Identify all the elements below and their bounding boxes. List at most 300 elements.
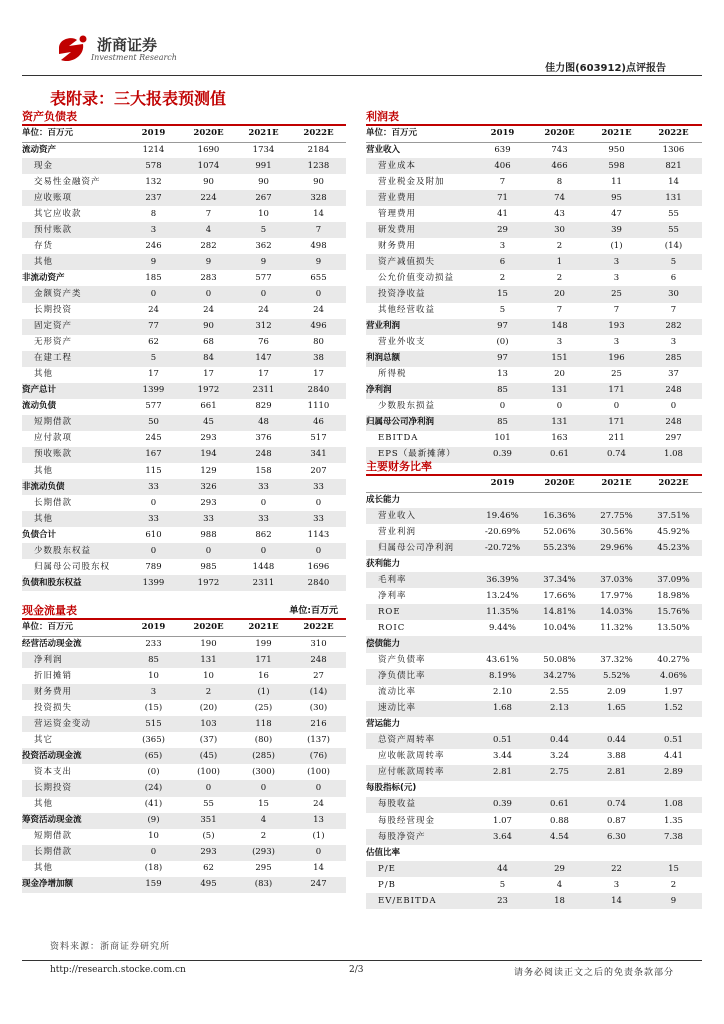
value-cell: 20 — [554, 369, 565, 380]
value-cell: 246 — [145, 240, 162, 251]
row-label: 资产总计 — [22, 383, 126, 399]
value-cell: 2.09 — [607, 687, 626, 698]
value-cell: 24 — [313, 799, 324, 810]
table-row — [22, 764, 346, 780]
value-cell — [588, 556, 645, 572]
value-cell: 13.50% — [657, 622, 690, 633]
value-cell: 43.61% — [486, 655, 519, 666]
table-row — [366, 540, 702, 556]
value-cell: (9) — [126, 813, 181, 829]
row-label: 应收账项 — [22, 190, 126, 206]
value-cell: 0 — [291, 286, 346, 302]
value-cell: 4.54 — [531, 829, 588, 845]
company-logo — [55, 34, 177, 66]
table-row — [366, 604, 702, 620]
row-label: 流动负债 — [22, 401, 57, 412]
table-row — [366, 733, 702, 749]
value-cell: 1.68 — [474, 701, 531, 717]
value-cell: 7 — [291, 222, 346, 238]
row-label: 财务费用 — [22, 684, 126, 700]
value-cell: (20) — [199, 702, 218, 713]
table-row — [22, 158, 346, 174]
table-row — [366, 556, 702, 572]
value-cell: 2840 — [291, 383, 346, 399]
value-cell: 248 — [645, 383, 702, 399]
header-year-cell: 2022E — [645, 476, 702, 492]
value-cell: (0) — [496, 337, 509, 348]
header-year-cell: 2020E — [181, 620, 236, 636]
value-cell: 25 — [588, 286, 645, 302]
table-row — [366, 238, 702, 254]
table-row — [366, 588, 702, 604]
value-cell: 16.36% — [531, 508, 588, 524]
row-label: 营业税金及附加 — [378, 176, 445, 187]
value-cell: 45 — [181, 415, 236, 431]
row-label: 应收帐款周转率 — [378, 751, 445, 762]
value-cell: 216 — [291, 716, 346, 732]
value-cell: (14) — [291, 684, 346, 700]
value-cell: 163 — [551, 433, 568, 444]
table-row — [366, 829, 702, 845]
table-header-row — [22, 620, 346, 636]
value-cell: 829 — [255, 401, 272, 412]
value-cell: 77 — [126, 319, 181, 335]
header-year-cell: 2019 — [126, 620, 181, 636]
cash-flow-unit: 单位:百万元 — [289, 606, 338, 616]
header-year-cell: 2022E — [645, 126, 702, 142]
row-label: 研发费用 — [366, 222, 474, 238]
value-cell: 0.88 — [550, 815, 569, 826]
table-row — [22, 254, 346, 270]
page-title: 表附录：三大报表预测值 — [50, 89, 227, 108]
table-row — [366, 620, 702, 636]
value-cell: 97 — [474, 319, 531, 335]
value-cell: (83) — [236, 877, 291, 893]
value-cell: 3 — [556, 337, 563, 348]
value-cell: 190 — [200, 638, 217, 649]
table-row — [366, 270, 702, 286]
value-cell: 85 — [474, 383, 531, 399]
table-row — [22, 367, 346, 383]
header-year-cell: 2020E — [181, 126, 236, 142]
value-cell: 0.51 — [645, 733, 702, 749]
value-cell: 283 — [200, 272, 217, 283]
table-row — [366, 749, 702, 765]
value-cell: 2.81 — [474, 765, 531, 781]
value-cell: 0 — [236, 780, 291, 796]
value-cell: 33 — [126, 511, 181, 527]
value-cell: 1.65 — [588, 701, 645, 717]
value-cell: 0.39 — [474, 797, 531, 813]
value-cell: 62 — [148, 337, 159, 348]
value-cell: 6 — [474, 254, 531, 270]
value-cell: 406 — [474, 158, 531, 174]
value-cell: 37.34% — [531, 572, 588, 588]
table-row — [366, 781, 702, 797]
value-cell: 2.55 — [550, 687, 569, 698]
value-cell: 297 — [665, 433, 682, 444]
row-label: 每股收益 — [366, 797, 474, 813]
value-cell: 90 — [313, 176, 324, 187]
value-cell: 0.44 — [531, 733, 588, 749]
row-label: 流动比率 — [378, 687, 417, 698]
value-cell: 29 — [474, 222, 531, 238]
value-cell: 131 — [531, 415, 588, 431]
value-cell: 55 — [645, 222, 702, 238]
row-label: 营业外收支 — [378, 337, 426, 348]
value-cell: 48 — [236, 415, 291, 431]
value-cell: (5) — [202, 831, 215, 842]
value-cell: 71 — [474, 190, 531, 206]
table-row — [22, 684, 346, 700]
value-cell: 7 — [613, 305, 620, 316]
value-cell: 0.61 — [531, 797, 588, 813]
value-cell: 237 — [126, 190, 181, 206]
value-cell: 101 — [494, 433, 511, 444]
row-label: 非流动资产 — [22, 272, 65, 283]
row-label: EPS（最新摊薄） — [366, 447, 474, 463]
table-row — [22, 732, 346, 748]
value-cell: 3 — [613, 879, 620, 890]
row-label: 净负债比率 — [366, 669, 474, 685]
value-cell: 267 — [236, 190, 291, 206]
row-label: 现金净增加额 — [22, 877, 126, 893]
row-label: 资本支出 — [34, 766, 73, 777]
table-row — [366, 893, 702, 909]
value-cell: 29.96% — [588, 540, 645, 556]
value-cell: 46 — [291, 415, 346, 431]
table-row — [366, 572, 702, 588]
row-label: 净利润 — [22, 652, 126, 668]
table-row — [22, 559, 346, 575]
table-row — [22, 383, 346, 399]
value-cell: 17 — [148, 369, 159, 380]
value-cell: 0 — [236, 543, 291, 559]
value-cell: 37.51% — [645, 508, 702, 524]
value-cell: 498 — [310, 240, 327, 251]
value-cell: 2.13 — [531, 701, 588, 717]
footer-url[interactable]: http://research.stocke.com.cn — [50, 965, 186, 975]
value-cell: 2.89 — [645, 765, 702, 781]
value-cell — [645, 717, 702, 733]
value-cell: 196 — [588, 351, 645, 367]
row-label: 少数股东权益 — [22, 543, 126, 559]
value-cell: 3 — [499, 240, 506, 251]
value-cell: 0 — [499, 401, 506, 412]
value-cell: (285) — [236, 748, 291, 764]
value-cell: (300) — [252, 766, 275, 777]
value-cell: 1734 — [252, 144, 275, 155]
value-cell: (80) — [254, 734, 273, 745]
value-cell: 15 — [474, 286, 531, 302]
value-cell: 52.06% — [543, 526, 576, 537]
value-cell: 171 — [588, 383, 645, 399]
value-cell: 40.27% — [657, 655, 690, 666]
value-cell: 90 — [181, 319, 236, 335]
value-cell: 41 — [497, 208, 508, 219]
value-cell: 312 — [236, 319, 291, 335]
value-cell: (24) — [126, 780, 181, 796]
value-cell: (365) — [142, 734, 165, 745]
value-cell — [474, 781, 531, 797]
value-cell: 2311 — [236, 575, 291, 591]
header-divider — [22, 75, 702, 76]
value-cell: 2.10 — [493, 687, 512, 698]
value-cell: 0 — [181, 780, 236, 796]
header-year-cell: 2019 — [474, 476, 531, 492]
table-row — [22, 877, 346, 893]
value-cell: (137) — [307, 734, 330, 745]
value-cell: 30 — [531, 222, 588, 238]
value-cell: 3 — [588, 254, 645, 270]
value-cell: 76 — [258, 337, 269, 348]
value-cell: 8 — [556, 176, 563, 187]
value-cell: (100) — [197, 766, 220, 777]
value-cell: 95 — [588, 190, 645, 206]
value-cell — [588, 717, 645, 733]
value-cell: 0 — [181, 286, 236, 302]
value-cell: (30) — [309, 702, 328, 713]
row-label: 其它应收款 — [34, 208, 82, 219]
table-header-row — [22, 126, 346, 142]
value-cell: 293 — [181, 845, 236, 861]
value-cell: 68 — [203, 337, 214, 348]
value-cell: 351 — [181, 813, 236, 829]
value-cell: 129 — [200, 465, 217, 476]
table-row — [366, 351, 702, 367]
value-cell: 18 — [531, 893, 588, 909]
value-cell: 5 — [126, 351, 181, 367]
value-cell: 131 — [181, 652, 236, 668]
value-cell: 328 — [291, 190, 346, 206]
value-cell: 13 — [497, 369, 508, 380]
value-cell — [474, 556, 531, 572]
value-cell: 30 — [645, 286, 702, 302]
table-row — [366, 797, 702, 813]
value-cell — [474, 717, 531, 733]
logo-name: 浙商证券 — [97, 36, 158, 54]
value-cell — [588, 781, 645, 797]
value-cell: 341 — [291, 447, 346, 463]
value-cell: 3.88 — [607, 751, 626, 762]
value-cell: 14 — [313, 863, 324, 874]
table-row — [366, 254, 702, 270]
table-header-row — [366, 476, 702, 492]
value-cell: 661 — [200, 401, 217, 412]
table-row — [366, 319, 702, 335]
header-year-cell: 2022E — [291, 126, 346, 142]
table-row — [366, 636, 702, 652]
table-row — [366, 142, 702, 158]
value-cell: 3.24 — [550, 751, 569, 762]
row-label: 归属母公司股东权 — [34, 561, 111, 572]
value-cell: 10 — [148, 831, 159, 842]
value-cell: 248 — [291, 652, 346, 668]
value-cell: 15.76% — [645, 604, 702, 620]
value-cell: 14.81% — [531, 604, 588, 620]
cash-flow-table — [22, 620, 346, 893]
value-cell: 285 — [645, 351, 702, 367]
table-row — [22, 845, 346, 861]
table-row — [22, 351, 346, 367]
value-cell: 0 — [126, 845, 181, 861]
row-label: 折旧摊销 — [34, 670, 73, 681]
table-row — [22, 415, 346, 431]
value-cell: 84 — [181, 351, 236, 367]
row-label: P/E — [366, 861, 474, 877]
row-label: 成长能力 — [366, 494, 401, 505]
row-label: 营业利润 — [366, 319, 474, 335]
value-cell: -20.69% — [484, 526, 521, 537]
header-unit-cell: 单位：百万元 — [366, 126, 474, 142]
row-label: 预付账款 — [22, 222, 126, 238]
row-label: EV/EBITDA — [366, 893, 474, 909]
value-cell: 148 — [531, 319, 588, 335]
value-cell: 47 — [611, 208, 622, 219]
row-label: 长期借款 — [34, 497, 73, 508]
row-label: 应付款项 — [34, 433, 73, 444]
value-cell: 131 — [531, 383, 588, 399]
value-cell: 7 — [670, 305, 677, 316]
value-cell: (14) — [664, 240, 683, 251]
value-cell: 0.44 — [588, 733, 645, 749]
value-cell: 245 — [145, 433, 162, 444]
table-row — [366, 845, 702, 861]
value-cell: 80 — [313, 337, 324, 348]
row-label: 营业利润 — [378, 526, 417, 537]
header-year-cell: 2020E — [531, 476, 588, 492]
table-row — [22, 206, 346, 222]
footer-divider — [22, 960, 702, 961]
value-cell: 10 — [148, 670, 159, 681]
income-statement-table — [366, 126, 702, 463]
table-row — [366, 524, 702, 540]
table-row — [22, 463, 346, 479]
header-unit-cell — [366, 476, 474, 492]
table-row — [22, 511, 346, 527]
header-unit-cell: 单位：百万元 — [22, 126, 126, 142]
row-label: 长期投资 — [22, 780, 126, 796]
income-statement-panel — [366, 110, 702, 463]
value-cell: 147 — [236, 351, 291, 367]
value-cell: 3 — [126, 222, 181, 238]
value-cell: 2 — [556, 240, 563, 251]
value-cell: (18) — [144, 863, 163, 874]
table-row — [22, 174, 346, 190]
value-cell: 310 — [310, 638, 327, 649]
value-cell: 38 — [291, 351, 346, 367]
value-cell: (0) — [147, 766, 160, 777]
value-cell: 1238 — [291, 158, 346, 174]
value-cell: 27 — [313, 670, 324, 681]
value-cell: 27.75% — [588, 508, 645, 524]
row-label: 每股指标(元) — [366, 783, 417, 794]
row-label: 预收账款 — [22, 447, 126, 463]
table-row — [366, 303, 702, 319]
row-label: 净利率 — [378, 590, 407, 601]
value-cell: 13 — [291, 813, 346, 829]
table-row — [22, 716, 346, 732]
value-cell: 22 — [588, 861, 645, 877]
table-row — [22, 668, 346, 684]
value-cell: 4 — [181, 222, 236, 238]
table-row — [366, 383, 702, 399]
cash-flow-heading: 现金流量表 单位:百万元 — [22, 604, 346, 620]
value-cell: 578 — [126, 158, 181, 174]
value-cell: 24 — [203, 305, 214, 316]
value-cell: 207 — [310, 465, 327, 476]
value-cell: 118 — [236, 716, 291, 732]
row-label: 其他 — [22, 254, 126, 270]
value-cell: 36.39% — [474, 572, 531, 588]
row-label: 现金 — [22, 158, 126, 174]
value-cell: 33 — [181, 511, 236, 527]
value-cell: 10 — [203, 670, 214, 681]
value-cell — [474, 636, 531, 652]
value-cell: 90 — [203, 176, 214, 187]
value-cell: -20.72% — [474, 540, 531, 556]
row-label: ROIC — [378, 622, 406, 633]
value-cell: 167 — [126, 447, 181, 463]
page-number: 2/3 — [349, 965, 364, 975]
value-cell: 3 — [670, 337, 677, 348]
row-label: 交易性金融资产 — [34, 176, 101, 187]
row-label: 营运资金变动 — [22, 716, 126, 732]
value-cell: (76) — [291, 748, 346, 764]
value-cell: 9 — [291, 254, 346, 270]
value-cell: 3 — [613, 337, 620, 348]
value-cell: 1214 — [142, 144, 165, 155]
value-cell: 0 — [126, 286, 181, 302]
value-cell: 9 — [126, 254, 181, 270]
table-row — [22, 479, 346, 495]
row-label: 公允价值变动损益 — [378, 272, 455, 283]
table-row — [366, 206, 702, 222]
value-cell: (1) — [610, 240, 623, 251]
value-cell: 33 — [236, 479, 291, 495]
value-cell: 326 — [181, 479, 236, 495]
value-cell: 2.75 — [531, 765, 588, 781]
value-cell: 282 — [645, 319, 702, 335]
value-cell: 15 — [645, 861, 702, 877]
table-row — [366, 861, 702, 877]
table-row — [22, 222, 346, 238]
value-cell: 62 — [203, 863, 214, 874]
value-cell: 14.03% — [588, 604, 645, 620]
value-cell: 1972 — [181, 383, 236, 399]
value-cell: 17 — [203, 369, 214, 380]
value-cell: 5 — [236, 222, 291, 238]
value-cell: 55 — [668, 208, 679, 219]
value-cell: 55 — [203, 799, 214, 810]
value-cell: 33 — [291, 511, 346, 527]
value-cell: (25) — [254, 702, 273, 713]
row-label: 每股经营现金 — [378, 815, 436, 826]
balance-sheet-heading: 资产负债表 — [22, 110, 346, 126]
value-cell: 37 — [668, 369, 679, 380]
table-row — [366, 701, 702, 717]
value-cell: 34.27% — [531, 669, 588, 685]
value-cell: 3 — [613, 272, 620, 283]
table-row — [22, 797, 346, 813]
value-cell: 2184 — [307, 144, 330, 155]
value-cell: (45) — [181, 748, 236, 764]
value-cell: 5.52% — [588, 669, 645, 685]
logo-icon — [55, 34, 91, 66]
row-label: 其它 — [34, 734, 54, 745]
value-cell — [645, 845, 702, 861]
value-cell: 16 — [258, 670, 269, 681]
